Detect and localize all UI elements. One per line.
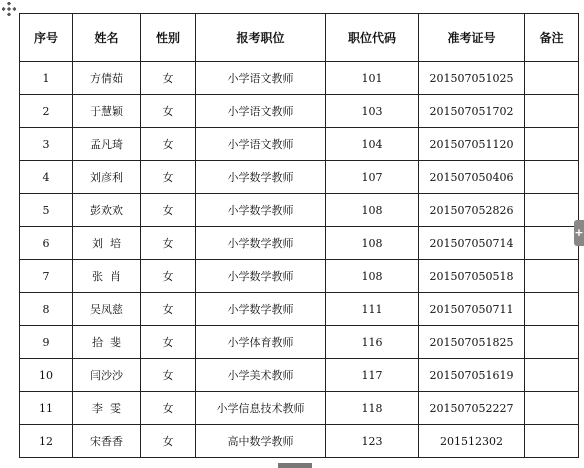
cell-position-code: 103 bbox=[326, 95, 419, 128]
cell-name: 于慧颖 bbox=[73, 95, 141, 128]
cell-remark bbox=[525, 392, 579, 425]
cell-name: 李 雯 bbox=[73, 392, 141, 425]
cell-exam-number: 201507050518 bbox=[419, 260, 525, 293]
cell-gender: 女 bbox=[141, 392, 196, 425]
cell-position: 小学信息技术教师 bbox=[196, 392, 326, 425]
cell-exam-number: 201507051120 bbox=[419, 128, 525, 161]
cell-gender: 女 bbox=[141, 425, 196, 458]
cell-remark bbox=[525, 62, 579, 95]
cell-remark bbox=[525, 227, 579, 260]
cell-index: 8 bbox=[20, 293, 73, 326]
cell-exam-number: 201507050714 bbox=[419, 227, 525, 260]
cell-name: 拾 斐 bbox=[73, 326, 141, 359]
cell-index: 7 bbox=[20, 260, 73, 293]
cell-index: 9 bbox=[20, 326, 73, 359]
cell-remark bbox=[525, 95, 579, 128]
cell-gender: 女 bbox=[141, 194, 196, 227]
cell-position: 小学语文教师 bbox=[196, 62, 326, 95]
column-header: 准考证号 bbox=[419, 14, 525, 62]
cell-index: 5 bbox=[20, 194, 73, 227]
cell-position-code: 107 bbox=[326, 161, 419, 194]
table-move-handle-icon[interactable] bbox=[2, 2, 16, 16]
cell-position: 小学数学教师 bbox=[196, 194, 326, 227]
table-row bbox=[20, 62, 579, 95]
cell-position: 小学数学教师 bbox=[196, 293, 326, 326]
cell-gender: 女 bbox=[141, 293, 196, 326]
cell-remark bbox=[525, 194, 579, 227]
cell-gender: 女 bbox=[141, 128, 196, 161]
cell-exam-number: 201507050406 bbox=[419, 161, 525, 194]
cell-remark bbox=[525, 260, 579, 293]
table-row bbox=[20, 392, 579, 425]
cell-exam-number: 201507052227 bbox=[419, 392, 525, 425]
cell-name: 宋香香 bbox=[73, 425, 141, 458]
cell-position-code: 118 bbox=[326, 392, 419, 425]
header-row bbox=[20, 14, 579, 62]
cell-position: 小学数学教师 bbox=[196, 227, 326, 260]
table-row bbox=[20, 326, 579, 359]
cell-name: 刘 培 bbox=[73, 227, 141, 260]
cell-remark bbox=[525, 359, 579, 392]
cell-gender: 女 bbox=[141, 260, 196, 293]
cell-index: 6 bbox=[20, 227, 73, 260]
cell-position-code: 111 bbox=[326, 293, 419, 326]
bottom-resize-handle[interactable] bbox=[278, 463, 312, 468]
table-row bbox=[20, 227, 579, 260]
cell-exam-number: 201512302 bbox=[419, 425, 525, 458]
table-row bbox=[20, 95, 579, 128]
cell-index: 10 bbox=[20, 359, 73, 392]
cell-position-code: 117 bbox=[326, 359, 419, 392]
side-expand-tab[interactable]: + bbox=[574, 220, 584, 246]
cell-name: 孟凡琦 bbox=[73, 128, 141, 161]
cell-position-code: 116 bbox=[326, 326, 419, 359]
table-row bbox=[20, 359, 579, 392]
cell-gender: 女 bbox=[141, 326, 196, 359]
cell-exam-number: 201507051825 bbox=[419, 326, 525, 359]
cell-index: 3 bbox=[20, 128, 73, 161]
column-header: 职位代码 bbox=[326, 14, 419, 62]
cell-exam-number: 201507050711 bbox=[419, 293, 525, 326]
column-header: 姓名 bbox=[73, 14, 141, 62]
cell-position-code: 108 bbox=[326, 194, 419, 227]
table-row bbox=[20, 293, 579, 326]
cell-index: 11 bbox=[20, 392, 73, 425]
cell-position: 小学体育教师 bbox=[196, 326, 326, 359]
table-row bbox=[20, 425, 579, 458]
candidate-table-container bbox=[19, 13, 579, 458]
cell-remark bbox=[525, 161, 579, 194]
cell-index: 4 bbox=[20, 161, 73, 194]
cell-name: 闫沙沙 bbox=[73, 359, 141, 392]
cell-remark bbox=[525, 128, 579, 161]
cell-position: 小学美术教师 bbox=[196, 359, 326, 392]
cell-remark bbox=[525, 425, 579, 458]
cell-gender: 女 bbox=[141, 359, 196, 392]
cell-exam-number: 201507051025 bbox=[419, 62, 525, 95]
table-row bbox=[20, 161, 579, 194]
cell-index: 2 bbox=[20, 95, 73, 128]
cell-position-code: 104 bbox=[326, 128, 419, 161]
cell-position-code: 101 bbox=[326, 62, 419, 95]
cell-gender: 女 bbox=[141, 227, 196, 260]
cell-gender: 女 bbox=[141, 161, 196, 194]
cell-remark bbox=[525, 326, 579, 359]
cell-index: 12 bbox=[20, 425, 73, 458]
cell-position: 小学数学教师 bbox=[196, 161, 326, 194]
cell-position: 小学语文教师 bbox=[196, 95, 326, 128]
column-header: 报考职位 bbox=[196, 14, 326, 62]
cell-position: 小学数学教师 bbox=[196, 260, 326, 293]
cell-position-code: 108 bbox=[326, 227, 419, 260]
cell-index: 1 bbox=[20, 62, 73, 95]
cell-position-code: 123 bbox=[326, 425, 419, 458]
table-row bbox=[20, 260, 579, 293]
cell-position: 小学语文教师 bbox=[196, 128, 326, 161]
table-row bbox=[20, 128, 579, 161]
candidate-table bbox=[19, 13, 579, 458]
cell-name: 张 肖 bbox=[73, 260, 141, 293]
cell-exam-number: 201507052826 bbox=[419, 194, 525, 227]
cell-name: 刘彦利 bbox=[73, 161, 141, 194]
cell-name: 彭欢欢 bbox=[73, 194, 141, 227]
cell-gender: 女 bbox=[141, 95, 196, 128]
column-header: 序号 bbox=[20, 14, 73, 62]
table-row bbox=[20, 194, 579, 227]
column-header: 性别 bbox=[141, 14, 196, 62]
table-body bbox=[20, 62, 579, 458]
cell-position: 高中数学教师 bbox=[196, 425, 326, 458]
cell-remark bbox=[525, 293, 579, 326]
cell-name: 方倩茹 bbox=[73, 62, 141, 95]
cell-exam-number: 201507051619 bbox=[419, 359, 525, 392]
cell-position-code: 108 bbox=[326, 260, 419, 293]
cell-name: 吴凤慈 bbox=[73, 293, 141, 326]
cell-gender: 女 bbox=[141, 62, 196, 95]
cell-exam-number: 201507051702 bbox=[419, 95, 525, 128]
column-header: 备注 bbox=[525, 14, 579, 62]
